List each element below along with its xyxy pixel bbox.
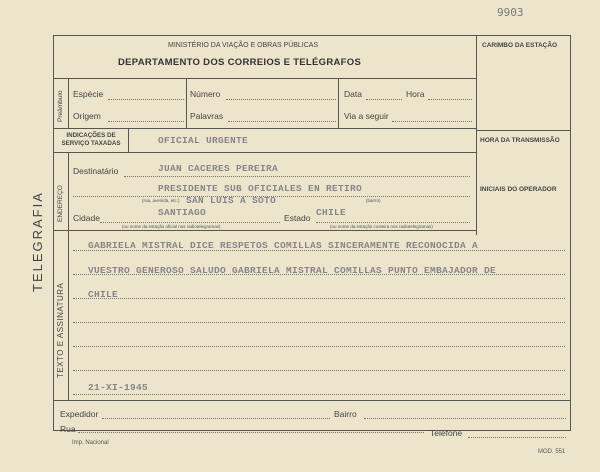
numero-label: Número bbox=[190, 89, 221, 99]
model-number: MOD. 551 bbox=[538, 449, 566, 455]
especie-label: Espécie bbox=[73, 89, 104, 99]
texto-line1: GABRIELA MISTRAL DICE RESPETOS COMILLAS SINCERAMENTE RECONOCIDA A bbox=[88, 240, 479, 251]
cidade-value: SANTIAGO bbox=[158, 207, 207, 218]
cidade-label: Cidade bbox=[73, 213, 100, 223]
estado-label: Estado bbox=[284, 213, 311, 223]
imprensa-label: Imp. Nacional bbox=[72, 440, 109, 446]
origem-label: Origem bbox=[73, 111, 101, 121]
destinatario-value: JUAN CACERES PEREIRA bbox=[158, 163, 279, 174]
texto-line2: VUESTRO GENEROSO SALUDO GABRIELA MISTRAL COMILLAS PUNTO EMBAJADOR DE bbox=[88, 265, 497, 276]
texto-date: 21-XI-1945 bbox=[88, 382, 149, 393]
destinatario-label: Destinatário bbox=[73, 166, 119, 176]
rua-label: Rua bbox=[60, 424, 76, 434]
rua-hint: (rua, avenida, etc.) bbox=[142, 198, 180, 203]
indicacoes-label: INDICAÇÕES DE SERVIÇO TAXADAS bbox=[61, 132, 121, 147]
via-label: Via a seguir bbox=[344, 111, 389, 121]
side-title: TELEGRAFIA bbox=[30, 191, 45, 292]
bairro-hint: (bairro) bbox=[366, 198, 381, 203]
address-line3: SAN LUIS A SOTO bbox=[186, 195, 277, 206]
form-number: 9903 bbox=[497, 6, 524, 19]
expedidor-label: Expedidor bbox=[60, 409, 99, 419]
palavras-label: Palavras bbox=[190, 111, 224, 121]
estado-hint: (ou nome da estação costeira nos radiotelegramas) bbox=[330, 224, 433, 229]
endereco-label: ENDEREÇO bbox=[57, 185, 64, 222]
indicacoes-value: OFICIAL URGENTE bbox=[158, 135, 249, 146]
bairro-label: Bairro bbox=[334, 409, 357, 419]
cidade-hint: (ou nome da estação oficial nos radiotelegramas) bbox=[122, 224, 221, 229]
ministry-title: MINISTÉRIO DA VIAÇÃO E OBRAS PÚBLICAS bbox=[168, 42, 319, 49]
hora-label: Hora bbox=[406, 89, 425, 99]
stamp-box-label: CARIMBO DA ESTAÇÃO bbox=[482, 42, 558, 49]
preamble-label: Preâmbulo bbox=[57, 90, 64, 122]
hora-transmissao-label: HORA DA TRANSMISSÃO bbox=[480, 137, 560, 144]
department-title: DEPARTAMENTO DOS CORREIOS E TELÉGRAFOS bbox=[118, 57, 362, 68]
texto-label: TEXTO E ASSINATURA bbox=[56, 282, 65, 378]
texto-line3: CHILE bbox=[88, 289, 119, 300]
telefone-label: Telefone bbox=[430, 428, 463, 438]
address-line2: PRESIDENTE SUB OFICIALES EN RETIRO bbox=[158, 183, 363, 194]
estado-value: CHILE bbox=[316, 207, 347, 218]
data-label: Data bbox=[344, 89, 362, 99]
iniciais-operador-label: INICIAIS DO OPERADOR bbox=[480, 186, 557, 193]
